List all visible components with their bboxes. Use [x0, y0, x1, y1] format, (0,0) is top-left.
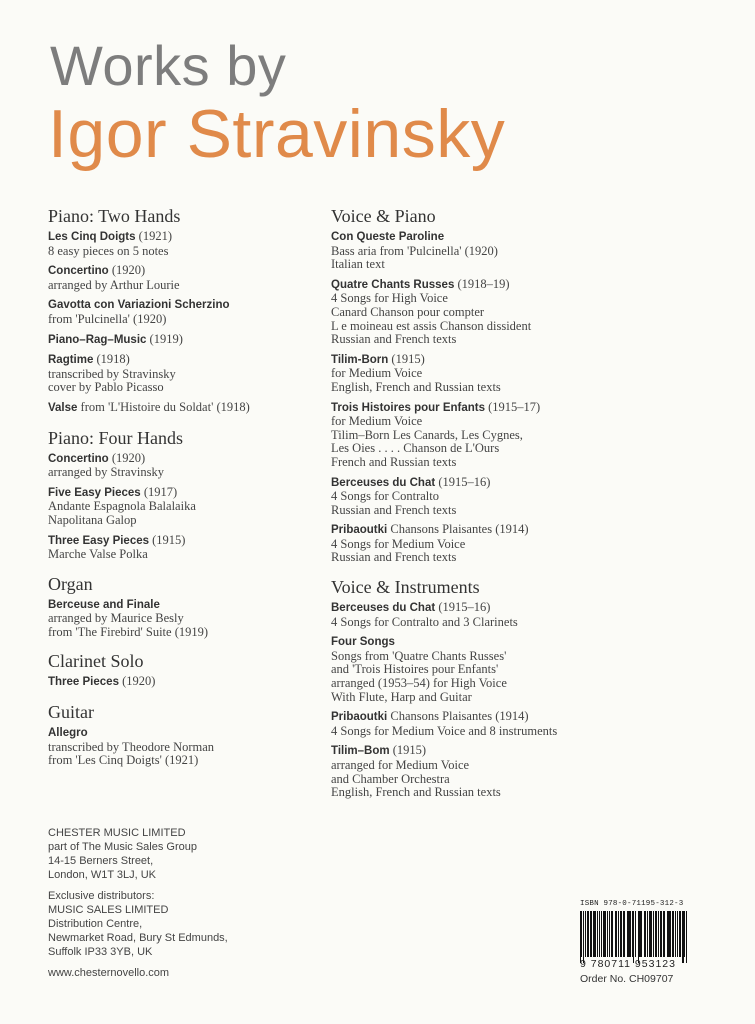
work-date: (1915) [149, 532, 186, 547]
work-date: (1915) [388, 351, 425, 366]
work-description: for Medium Voice [331, 366, 423, 381]
work-description: cover by Pablo Picasso [48, 380, 164, 395]
barcode-bar [669, 911, 670, 957]
section [48, 428, 318, 562]
left-column [48, 206, 318, 780]
section-heading: Organ [48, 573, 93, 594]
distributor-line: Suffolk IP33 3YB, UK [48, 946, 153, 958]
work-entry [48, 230, 318, 258]
work-date: (1915) [389, 743, 427, 758]
work-description: English, French and Russian texts [331, 379, 501, 394]
section-heading: Piano: Four Hands [48, 427, 183, 448]
work-date: (1915–17) [485, 399, 541, 414]
work-description: arranged by Maurice Besly [48, 611, 184, 626]
work-title: Concertino [48, 265, 109, 278]
barcode-number: 9 780711 953123 [580, 958, 676, 970]
work-description: from 'Pulcinella' (1920) [48, 311, 167, 326]
barcode-bar [679, 911, 680, 957]
barcode-bar [647, 911, 648, 957]
work-description: and Chamber Orchestra [331, 771, 450, 786]
work-title: Trois Histoires pour Enfants [331, 401, 485, 414]
barcode-bar [594, 911, 595, 957]
work-entry [331, 635, 661, 704]
work-date: (1920) [108, 263, 146, 278]
work-title: Four Songs [331, 636, 395, 649]
barcode-bar [640, 911, 642, 957]
barcode-bar [680, 911, 681, 957]
work-description: Andante Espagnola Balalaika [48, 499, 196, 514]
order-number: Order No. CH09707 [580, 973, 674, 985]
publisher-block [48, 826, 228, 882]
barcode-bar [675, 911, 676, 957]
work-description: arranged for Medium Voice [331, 758, 470, 772]
section-heading: Voice & Instruments [331, 577, 480, 598]
barcode-bar [623, 911, 625, 957]
work-entry [331, 278, 661, 347]
section-heading: Guitar [48, 702, 94, 723]
barcode-bar [663, 911, 665, 957]
work-title: Tilim-Born [331, 353, 389, 366]
barcode-bar [607, 911, 608, 957]
barcode-bar [653, 911, 654, 957]
barcode-bar [656, 911, 657, 957]
work-title: Five Easy Pieces [48, 486, 141, 499]
work-description: transcribed by Theodore Norman [48, 739, 215, 754]
work-description: 4 Songs for High Voice [331, 291, 448, 306]
barcode-bar [621, 911, 622, 957]
work-description: Canard Chanson pour compter [331, 304, 485, 319]
work-title: Con Queste Paroline [331, 231, 445, 243]
work-date: (1920) [118, 674, 156, 689]
work-entry [48, 264, 318, 292]
barcode-bar [658, 911, 659, 957]
work-description: transcribed by Stravinsky [48, 366, 176, 381]
work-title: Berceuses du Chat [331, 602, 436, 615]
section [48, 574, 318, 640]
distributor-line: MUSIC SALES LIMITED [48, 904, 169, 916]
work-entry [48, 401, 318, 416]
barcode-bar [628, 911, 629, 957]
work-description: Russian and French texts [331, 502, 457, 517]
work-description: Napolitana Galop [48, 512, 137, 527]
section-heading: Clarinet Solo [48, 651, 144, 672]
publisher-line: part of The Music Sales Group [48, 841, 197, 853]
distributor-line: Exclusive distributors: [48, 890, 155, 902]
barcode-bar [629, 911, 630, 957]
barcode-bar [668, 911, 669, 957]
work-date: Chansons Plaisantes (1914) [387, 709, 529, 724]
barcode-bar [593, 911, 594, 957]
work-entry [48, 486, 318, 528]
section [331, 577, 661, 800]
work-description: With Flute, Harp and Guitar [331, 689, 472, 704]
work-description: 4 Songs for Contralto and 3 Clarinets [331, 614, 518, 629]
barcode-bar [612, 911, 613, 957]
work-entry [331, 476, 661, 518]
work-title: Berceuse and Finale [48, 598, 160, 611]
barcode-bar [639, 911, 640, 957]
barcode-bar [611, 911, 612, 957]
work-title: Piano–Rag–Music [48, 333, 147, 346]
work-description: English, French and Russian texts [331, 785, 501, 800]
work-entry [48, 534, 318, 562]
work-description: Tilim–Born Les Canards, Les Cygnes, [331, 427, 523, 442]
work-description: and 'Trois Histoires pour Enfants' [331, 662, 499, 677]
section [331, 206, 661, 565]
title-works-by: Works by [50, 34, 287, 97]
barcode-bar [587, 911, 588, 957]
work-entry [48, 333, 318, 348]
barcode-image [580, 911, 688, 957]
work-entry [331, 353, 661, 395]
section [48, 702, 318, 768]
work-description: 8 easy pieces on 5 notes [48, 243, 169, 258]
work-date: (1917) [140, 484, 178, 499]
section-heading: Voice & Piano [331, 206, 436, 226]
work-date: (1915–16) [435, 600, 491, 615]
isbn-text: ISBN 978-0-71195-312-3 [580, 900, 684, 908]
work-date: (1918) [93, 352, 130, 367]
work-entry [331, 601, 661, 629]
distributor-line: Distribution Centre, [48, 918, 143, 930]
barcode-bar [673, 911, 674, 957]
barcode-bar [645, 911, 646, 957]
work-title: Tilim–Bom [331, 745, 390, 758]
barcode-bar [635, 911, 636, 957]
work-entry [48, 726, 318, 768]
distributor-line: Newmarket Road, Bury St Edmunds, [48, 932, 228, 944]
barcode-bar [604, 911, 606, 957]
barcode-bar [633, 911, 634, 963]
work-description: French and Russian texts [331, 454, 457, 469]
work-description: 4 Songs for Medium Voice and 8 instruments [331, 723, 558, 738]
distributor-block [48, 889, 228, 959]
work-description: Bass aria from 'Pulcinella' (1920) [331, 243, 498, 258]
work-title: Berceuses du Chat [331, 476, 436, 489]
work-description: Russian and French texts [331, 550, 457, 565]
work-description: from 'The Firebird' Suite (1919) [48, 624, 209, 639]
work-description: Songs from 'Quatre Chants Russes' [331, 648, 507, 663]
barcode-bar [650, 911, 651, 957]
work-description: for Medium Voice [331, 414, 423, 429]
work-title: Pribaoutki [331, 711, 388, 724]
barcode-bar [684, 911, 685, 957]
work-date: from 'L'Histoire du Soldat' (1918) [77, 399, 250, 414]
work-date: (1918–19) [454, 276, 510, 291]
work-date: (1921) [135, 229, 172, 243]
work-entry [48, 353, 318, 395]
work-entry [331, 710, 661, 738]
publisher-line: CHESTER MUSIC LIMITED [48, 827, 186, 839]
work-entry [48, 298, 318, 326]
work-entry [331, 744, 661, 799]
website-link[interactable]: www.chesternovello.com [48, 967, 170, 979]
work-description: arranged by Arthur Lourie [48, 277, 180, 292]
work-entry [48, 598, 318, 640]
work-description: Marche Valse Polka [48, 547, 148, 562]
work-title: Concertino [48, 452, 109, 465]
barcode-bar [588, 911, 589, 957]
work-entry [331, 523, 661, 565]
work-description: Italian text [331, 257, 385, 272]
publisher-info [48, 826, 228, 980]
work-title: Three Easy Pieces [48, 534, 150, 547]
work-title: Ragtime [48, 354, 94, 367]
work-title: Quatre Chants Russes [331, 278, 455, 291]
barcode-bar [661, 911, 662, 957]
section [48, 651, 318, 690]
section [48, 206, 318, 416]
work-description: arranged by Stravinsky [48, 465, 164, 480]
work-description: arranged (1953–54) for High Voice [331, 676, 507, 691]
work-entry [331, 401, 661, 470]
work-entry [48, 675, 318, 690]
barcode-bar [599, 911, 600, 957]
barcode-bar [616, 911, 617, 957]
work-title: Valse [48, 401, 78, 414]
work-date: (1919) [146, 331, 183, 346]
barcode-bar [618, 911, 619, 957]
work-description: 4 Songs for Contralto [331, 489, 439, 504]
work-title: Allegro [48, 727, 88, 740]
work-date: Chansons Plaisantes (1914) [387, 522, 529, 537]
work-date: (1920) [108, 450, 146, 465]
work-title: Les Cinq Doigts [48, 231, 136, 243]
section-heading: Piano: Two Hands [48, 206, 181, 226]
work-title: Gavotta con Variazioni Scherzino [48, 299, 230, 312]
work-entry [48, 452, 318, 480]
barcode-bar [583, 911, 584, 963]
work-description: Russian and French texts [331, 332, 457, 347]
work-title: Three Pieces [48, 676, 119, 689]
work-date: (1915–16) [435, 474, 491, 489]
work-description: 4 Songs for Medium Voice [331, 536, 466, 551]
publisher-line: London, W1T 3LJ, UK [48, 869, 157, 881]
work-description: Les Oies . . . . Chanson de L'Ours [331, 441, 500, 456]
barcode-area [580, 900, 730, 985]
work-description: from 'Les Cinq Doigts' (1921) [48, 753, 199, 768]
publisher-line: 14-15 Berners Street, [48, 855, 154, 867]
title-composer: Igor Stravinsky [48, 96, 506, 172]
barcode-bar [686, 911, 687, 963]
barcode-bar [581, 911, 582, 957]
work-description: L e moineau est assis Chanson dissident [331, 318, 532, 333]
barcode-bar [601, 911, 602, 957]
right-column [331, 206, 661, 812]
work-entry [331, 230, 661, 272]
work-title: Pribaoutki [331, 524, 388, 537]
